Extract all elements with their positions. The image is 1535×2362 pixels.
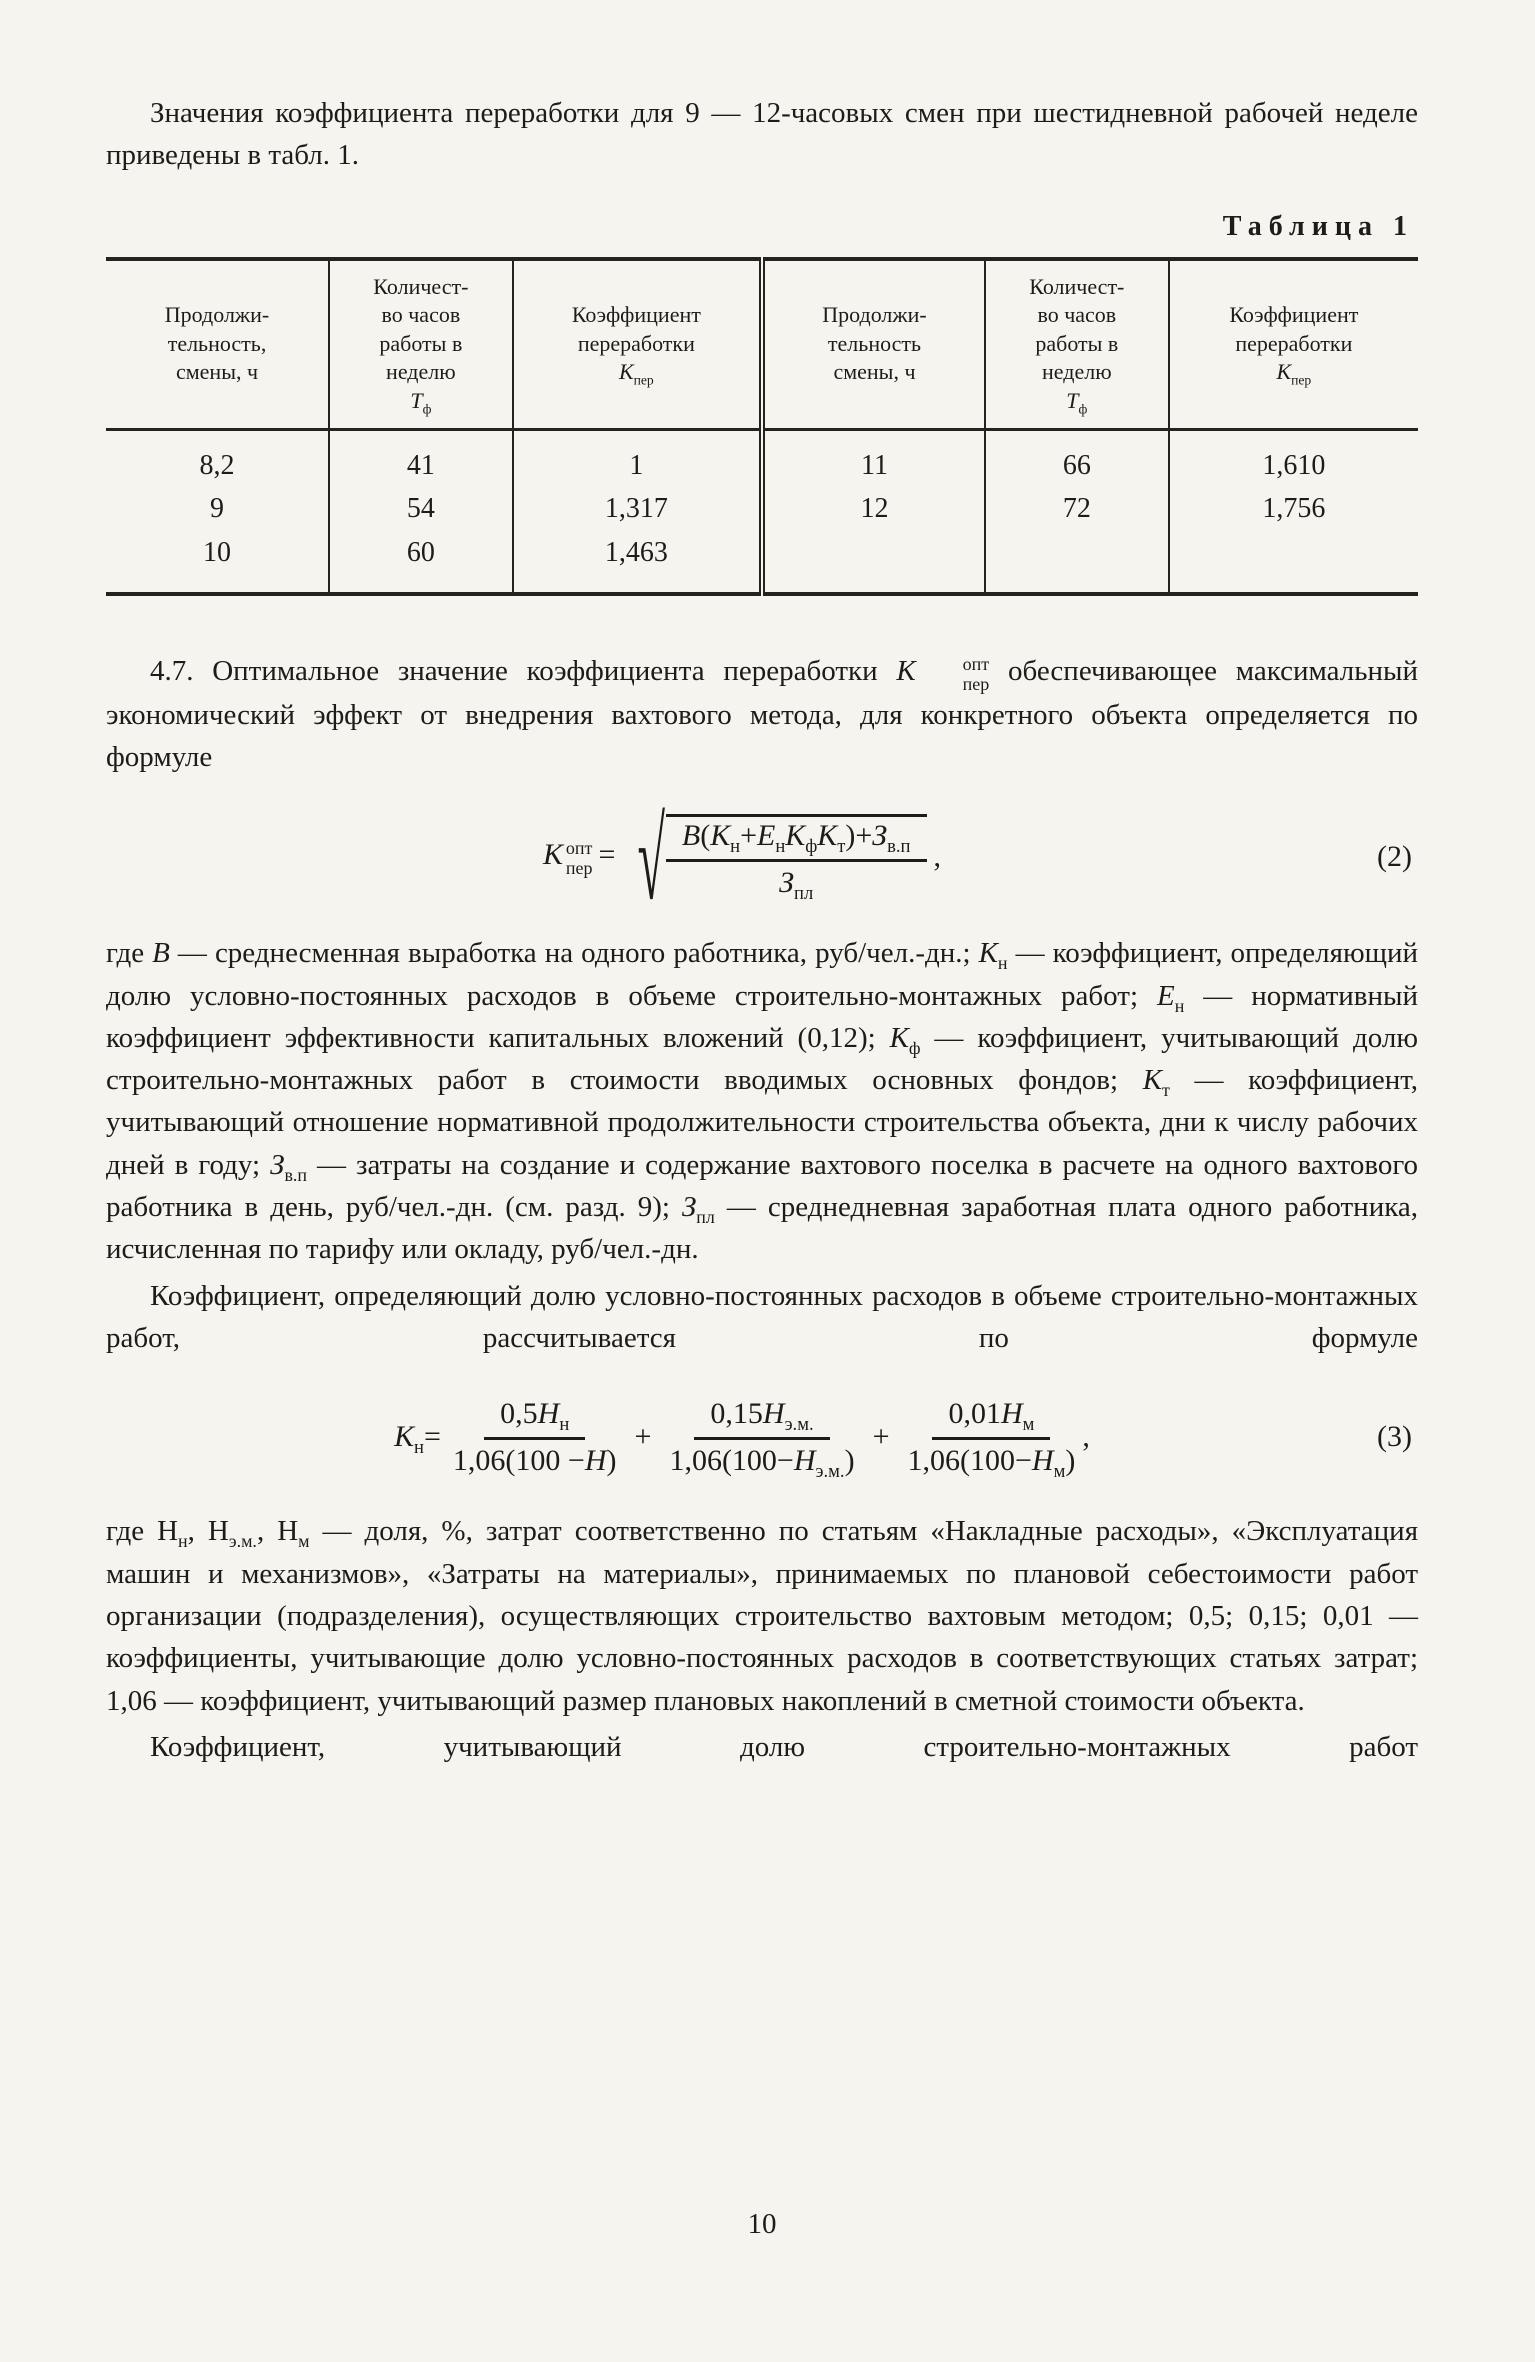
formula-2-number: (2) (1377, 840, 1412, 874)
page-content (106, 92, 1418, 1772)
formula-3-comma: , (1082, 1419, 1090, 1453)
table-row (106, 531, 1418, 594)
fraction-1-numerator: $0,5Н_н$ (484, 1395, 585, 1440)
kn-intro-paragraph: Коэффициент, определяющий долю условно-постоянных расходов в объеме строительно-монтажных работ, рассчитывается по формуле (106, 1279, 1418, 1355)
plus-sign: + (872, 1419, 890, 1453)
table-cell (762, 531, 985, 594)
formula-2-numerator: $В(К_н+Е_нК_фК_т)+З_{в.п}$ (666, 814, 927, 862)
header-duration-right: Продолжи- тельность смены, ч (762, 259, 985, 429)
table-cell: 11 (762, 429, 985, 487)
formula-3-number: (3) (1377, 1419, 1412, 1453)
formula-2-lhs (543, 837, 621, 877)
table-cell: 1,610 (1169, 429, 1418, 487)
table-cell: 1,463 (513, 531, 762, 594)
table-cell: 1,756 (1169, 487, 1418, 531)
closing-paragraph: Коэффициент, учитывающий долю строительно-монтажных работ (150, 1731, 1418, 1764)
table-cell: 60 (329, 531, 513, 594)
table-cell: 41 (329, 429, 513, 487)
formula-3-where-paragraph: где $Н_н$, $Н_{э.м.}$, $Н_м$ — доля, %, затрат соответственно по статьям «Накладные расходы», «Эксплуатация машин и механизмов», «Затраты на материалы», принимаемых по плановой себестоимости работ организации (подразделения), осуществляющих строительство вахтовым методом; 0,5; 0,15; 0,01 — коэффициенты, учитывающие долю условно-постоянных расходов в соответствующих статьях затрат; 1,06 — коэффициент, учитывающий размер плановых накоплений в сметной стоимости объекта. (106, 1515, 1419, 1717)
equals-sign: = (598, 838, 616, 872)
subscript-per: пер (565, 858, 593, 879)
header-duration-left: Продолжи- тельность, смены, ч (106, 259, 329, 429)
table-cell: 54 (329, 487, 513, 531)
fraction-3-numerator: $0,01Н_м$ (932, 1395, 1050, 1440)
table-header-row (106, 259, 1418, 429)
page-number: 10 (747, 2208, 777, 2240)
header-hours-right: Количест- во часов работы в неделю $Т_ф$ (985, 259, 1169, 429)
table-cell: 8,2 (199, 449, 235, 481)
intro-paragraph: Значения коэффициента переработки для 9 — 12-часовых смен при шестидневной рабочей неделе приведены в табл. 1. (106, 97, 1418, 172)
formula-3-fraction-1 (453, 1395, 617, 1478)
header-coefficient-left: Коэффициент переработки $К_{пер}$ (513, 259, 762, 429)
sup-sub-stack (566, 838, 593, 878)
superscript-opt: опт (565, 838, 593, 859)
formula-2-fraction (666, 814, 927, 905)
table-cell (1169, 531, 1418, 594)
plus-sign: + (634, 1419, 652, 1453)
formula-2-where-paragraph: где В — среднесменная выработка на одного работника, руб/чел.-дн.; $К_н$ — коэффициент, определяющий долю условно-постоянных расходов в объеме строительно-монтажных работ; $Е_н$ — нормативный коэффициент эффективности капитальных вложений (0,12); $К_ф$ — коэффициент, учитывающий долю строительно-монтажных работ в стоимости вводимых основных фондов; $К_т$ — коэффициент, учитывающий отношение нормативной продолжительности строительства объекта, дни к числу рабочих дней в году; $З_{в.п}$ — затраты на создание и содержание вахтового поселка в расчете на одного вахтового работника в день, руб/чел.-дн. (см. разд. 9); $З_{пл}$ — среднедневная заработная плата одного работника, исчисленная по тарифу или окладу, руб/чел.-дн. (106, 937, 1418, 1266)
table-cell: 72 (985, 487, 1169, 531)
section-4-7-paragraph: 4.7. Оптимальное значение коэффициента переработки К опт пер обеспечивающее максимальный экономический эффект от внедрения вахтового метода, для конкретного объекта определяется по формуле (106, 654, 1418, 773)
table-caption: Таблица 1 (1222, 210, 1414, 242)
header-hours-left: Количест- во часов работы в неделю $Т_ф$ (329, 259, 513, 429)
overwork-coefficient-table (106, 257, 1418, 596)
table-cell: 1,317 (513, 487, 762, 531)
k-symbol: К (542, 838, 563, 872)
formula-2-denominator: $З_{пл}$ (779, 866, 814, 905)
table-cell: 1 (513, 429, 762, 487)
table-header (106, 259, 1418, 429)
formula-3-fraction-2 (669, 1395, 855, 1483)
table-row (106, 429, 1418, 487)
fraction-2-denominator: $1,06(100-Н_{э.м.})$ (669, 1444, 855, 1483)
fraction-2-numerator: $0,15Н_{э.м.}$ (694, 1395, 829, 1440)
formula-3 (106, 1395, 1412, 1483)
table-body (106, 429, 1418, 594)
formula-2-comma: , (933, 840, 942, 874)
table-cell (985, 531, 1169, 594)
table-cell: 9 (210, 493, 225, 525)
table-cell: 66 (985, 429, 1169, 487)
table-row (106, 487, 1418, 531)
formula-3-lhs: $К_н=$ (394, 1419, 441, 1458)
fraction-3-denominator: $1,06(100-Н_м)$ (907, 1444, 1076, 1483)
table-cell: 12 (762, 487, 985, 531)
formula-2 (106, 795, 1412, 924)
radical-sign: √ (637, 795, 665, 924)
fraction-1-denominator: 1,06(100 −Н) (452, 1444, 617, 1478)
header-coefficient-right: Коэффициент переработки $К_{пер}$ (1169, 259, 1418, 429)
formula-3-fraction-3 (907, 1395, 1076, 1483)
table-cell: 10 (203, 537, 232, 569)
